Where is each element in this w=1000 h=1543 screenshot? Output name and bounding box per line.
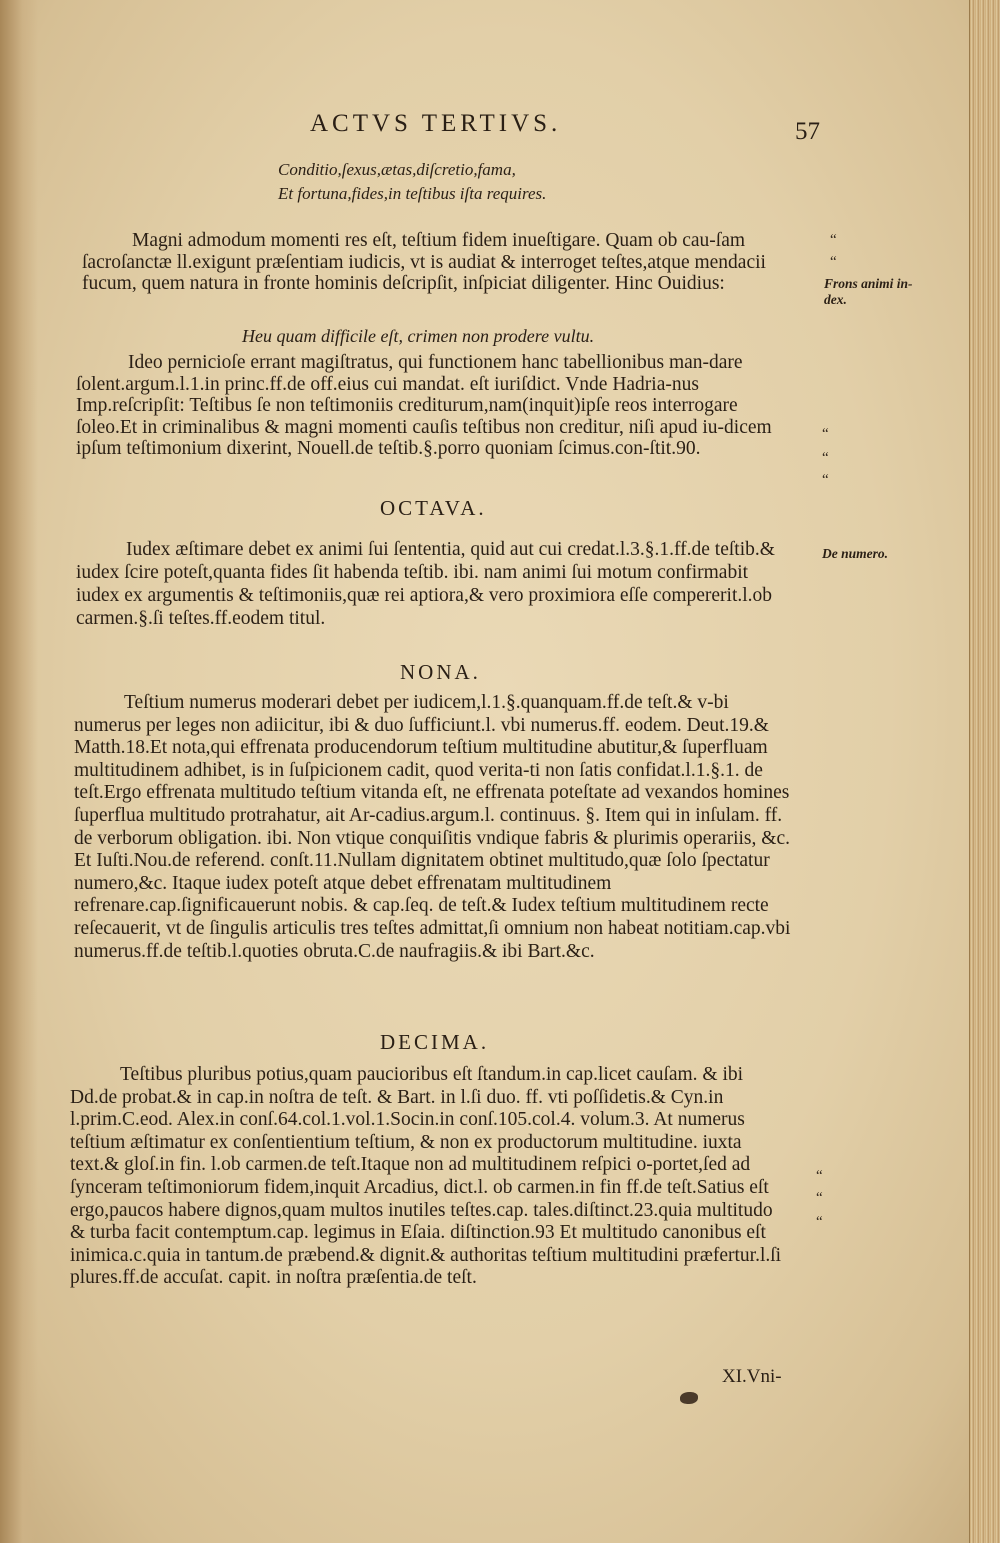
quote-mark: “ [822, 426, 829, 442]
quote-mark: “ [816, 1214, 823, 1230]
paragraph-1: Magni admodum momenti res eſt, teſtium fidem inueſtigare. Quam ob cau-ſam ſacroſanctæ ll.exigunt præſentiam iudicis, vt is audiat & interroget teſtes,atque mendacii fucum, quem natura in fronte hominis deſcripſit, inſpiciat diligenter. Hinc Ouidius: [82, 230, 766, 294]
ovid-quote: Heu quam difficile eſt, crimen non prodere vultu. [242, 326, 595, 346]
heading-octava: OCTAVA. [380, 496, 487, 520]
heading-nona: NONA. [400, 660, 481, 684]
margin-note-frons: Frons animi in-dex. [824, 276, 913, 307]
margin-note-numero: De numero. [822, 546, 889, 561]
page-gutter [0, 0, 38, 1543]
paragraph-5: Teſtibus pluribus potius,quam paucioribus eſt ſtandum.in cap.licet cauſam. & ibi Dd.de probat.& in cap.in noſtra de teſt. & Bart. in l.ſi duo. ff. vti poſſidetis.& Cyn.in l.prim.C.eod. Alex.in conſ.64.col.1.vol.1.Socin.in conſ.105.col.4. volum.3. At numerus teſtium æſtimatur ex conſentientium teſtium, & non ex productorum multitudine. iuxta text.& gloſ.in fin. l.ob carmen.de teſt.Itaque non ad multitudinem reſpici o-portet,ſed ad ſynceram teſtimoniorum fidem,inquit Arcadius, dict.l. ob carmen.in fin ff.de teſt.Satius eſt ergo,paucos habere dignos,quam multos inutiles teſtes.cap. tales.diſtinct.23.quia multitudo & turba facit contemptum.cap. legimus in Eſaia. diſtinction.93 Et multitudo canonibus eſt inimica.c.quia in tantum.de præbend.& dignit.& authoritas teſtium multitudini præfertur.l.ſi plures.ff.de accuſat. capit. in noſtra præſentia.de teſt. [70, 1064, 782, 1289]
paragraph-2: Ideo pernicioſe errant magiſtratus, qui functionem hanc tabellionibus man-dare ſolent.argum.l.1.in princ.ff.de off.eius cui mandat. eſt iuriſdict. Vnde Hadria-nus Imp.reſcripſit: Teſtibus ſe non teſtimoniis crediturum,nam(inquit)ipſe reos interrogare ſoleo.Et in criminalibus & magni momenti cauſis teſtibus non creditur, niſi apud iu-dicem ipſum teſtimonium dixerint, Nouell.de teſtib.§.porro quoniam ſcimus.con-ſtit.90. [76, 352, 772, 459]
catchword: XI.Vni- [722, 1366, 782, 1387]
paragraph-3: Iudex æſtimare debet ex animi ſui ſententia, quid aut cui credat.l.3.§.1.ff.de teſtib.& iudex ſcire poteſt,quanta fides ſit habenda teſtib. ibi. nam animi ſui motum confirmabit iudex ex argumentis & teſtimoniis,quæ rei aptiora,& vero proximiora eſſe compererit.l.ob carmen.§.ſi teſtes.ff.eodem titul. [76, 539, 775, 629]
quote-mark: “ [822, 450, 829, 466]
quote-mark: “ [822, 472, 829, 488]
printer-ornament [680, 1392, 698, 1404]
quote-mark: “ [830, 232, 837, 248]
verse-line-2: Et fortuna,fides,in teſtibus iſta requires. [278, 184, 547, 203]
page-number: 57 [795, 118, 820, 145]
quote-mark: “ [830, 254, 837, 270]
quote-mark: “ [816, 1168, 823, 1184]
paragraph-4: Teſtium numerus moderari debet per iudicem,l.1.§.quanquam.ff.de teſt.& v-bi numerus per leges non adiicitur, ibi & duo ſufficiunt.l. vbi numerus.ff. eodem. Deut.19.& Matth.18.Et nota,qui effrenata producendorum teſtium multitudine abutitur,& ſuperfluam multitudinem adhibet, is in ſuſpicionem cadit, quod verita-ti non ſatis confidat.l.1.§.1. de teſt.Ergo effrenata multitudo teſtium vitanda eſt, ne effrenata poteſtate ad vexandos homines ſuperflua multitudo protrahatur, ait Ar-cadius.argum.l. continuus. §. Item qui in inſulam. ff. de verborum obligation. ibi. Non vtique conquiſitis vndique fabris & plurimis operariis, &c. Et Iuſti.Nou.de referend. conſt.11.Nullam dignitatem obtinet multitudo,quæ ſolo ſpectatur numero,&c. Itaque iudex poteſt atque debet effrenatam multitudinem refrenare.cap.ſignificauerunt nobis. & cap.ſeq. de teſt.& Iudex teſtium multitudinem recte reſecauerit, vt de ſingulis articulis tres teſtes admittat,ſi omnium non habeat notitiam.cap.vbi numerus.ff.de teſtib.l.quoties obruta.C.de naufragiis.& ibi Bart.&c. [74, 692, 791, 962]
heading-decima: DECIMA. [380, 1030, 490, 1054]
quote-mark: “ [816, 1190, 823, 1206]
page-edges [969, 0, 1000, 1543]
verse-line-1: Conditio,ſexus,ætas,diſcretio,fama, [278, 160, 516, 179]
running-header: ACTVS TERTIVS. [310, 110, 562, 137]
